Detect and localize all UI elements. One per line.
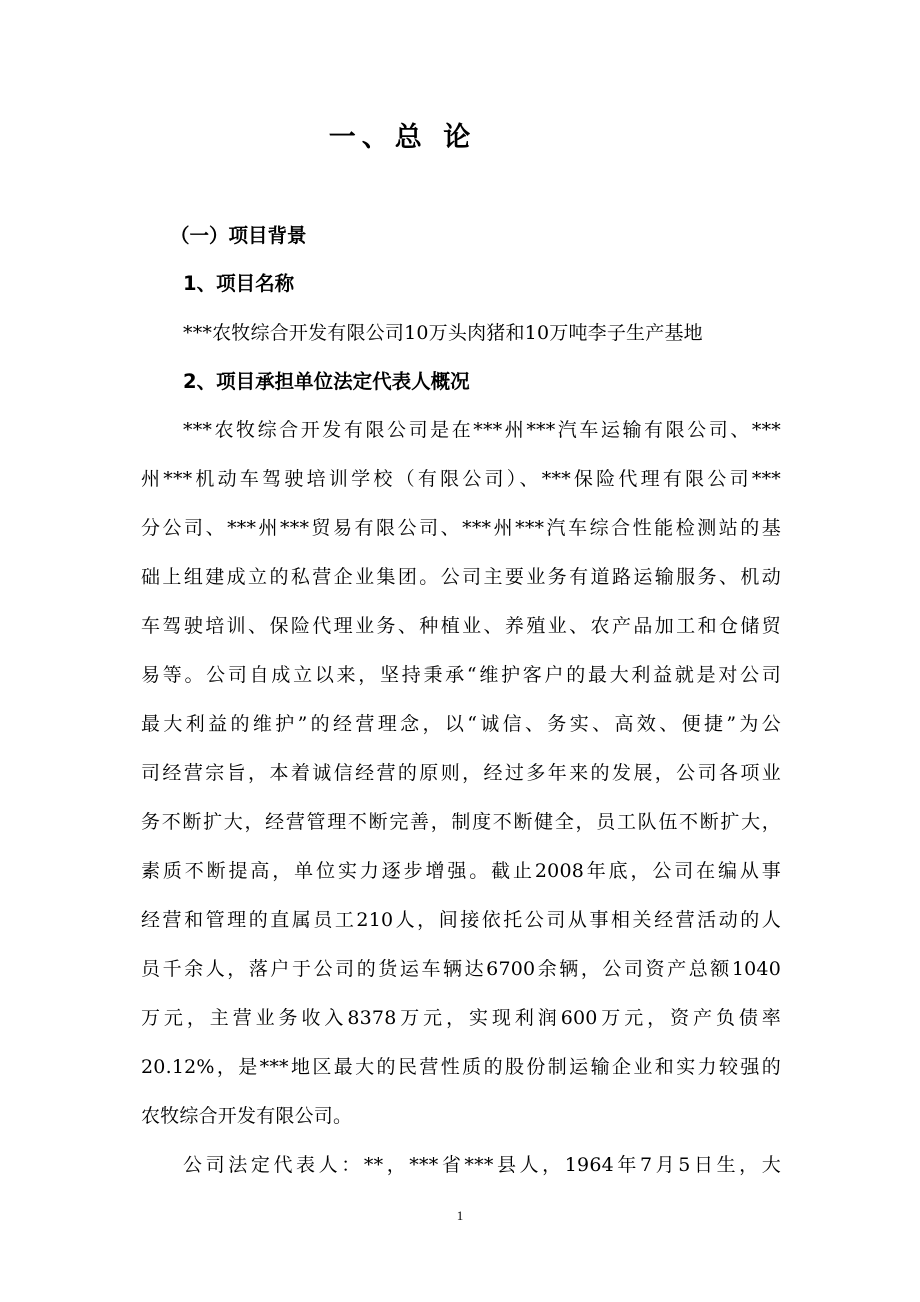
paragraph-line: 经营和管理的直属员工210人，间接依托公司从事相关经营活动的人 bbox=[141, 909, 781, 931]
paragraph-line: 州***机动车驾驶培训学校（有限公司）、***保险代理有限公司*** bbox=[141, 468, 781, 490]
item1-heading: 1、项目名称 bbox=[183, 272, 295, 295]
paragraph-line: 分公司、***州***贸易有限公司、***州***汽车综合性能检测站的基 bbox=[141, 517, 781, 539]
item2-heading: 2、项目承担单位法定代表人概况 bbox=[183, 370, 470, 393]
section-heading: （一）项目背景 bbox=[170, 224, 307, 247]
paragraph-line: ***农牧综合开发有限公司是在***州***汽车运输有限公司、*** bbox=[183, 419, 781, 441]
paragraph-line: 车驾驶培训、保险代理业务、种植业、养殖业、农产品加工和仓储贸 bbox=[141, 615, 781, 637]
paragraph-line: 司经营宗旨，本着诚信经营的原则，经过多年来的发展，公司各项业 bbox=[141, 762, 781, 784]
paragraph-line: 础上组建成立的私营企业集团。公司主要业务有道路运输服务、机动 bbox=[141, 566, 781, 588]
paragraph-line: 素质不断提高，单位实力逐步增强。截止2008年底，公司在编从事 bbox=[141, 860, 781, 882]
paragraph-line: 员千余人，落户于公司的货运车辆达6700余辆，公司资产总额1040 bbox=[141, 958, 781, 980]
paragraph-line: 20.12%，是***地区最大的民营性质的股份制运输企业和实力较强的 bbox=[141, 1056, 781, 1078]
chapter-title: 一、总 论 bbox=[328, 122, 477, 153]
paragraph-line: 万元，主营业务收入8378万元，实现利润600万元，资产负债率 bbox=[141, 1007, 781, 1029]
page-number: 1 bbox=[456, 1208, 464, 1223]
paragraph-line: 易等。公司自成立以来，坚持秉承“维护客户的最大利益就是对公司 bbox=[141, 664, 781, 686]
paragraph-line: 农牧综合开发有限公司。 bbox=[141, 1105, 353, 1127]
project-name: ***农牧综合开发有限公司10万头肉猪和10万吨李子生产基地 bbox=[183, 322, 703, 344]
paragraph-legal-representative: 公司法定代表人：**，***省***县人，1964年7月5日生，大 bbox=[183, 1154, 781, 1176]
paragraph-line: 务不断扩大，经营管理不断完善，制度不断健全，员工队伍不断扩大， bbox=[141, 811, 781, 833]
paragraph-line: 最大利益的维护”的经营理念，以“诚信、务实、高效、便捷”为公 bbox=[141, 713, 781, 735]
